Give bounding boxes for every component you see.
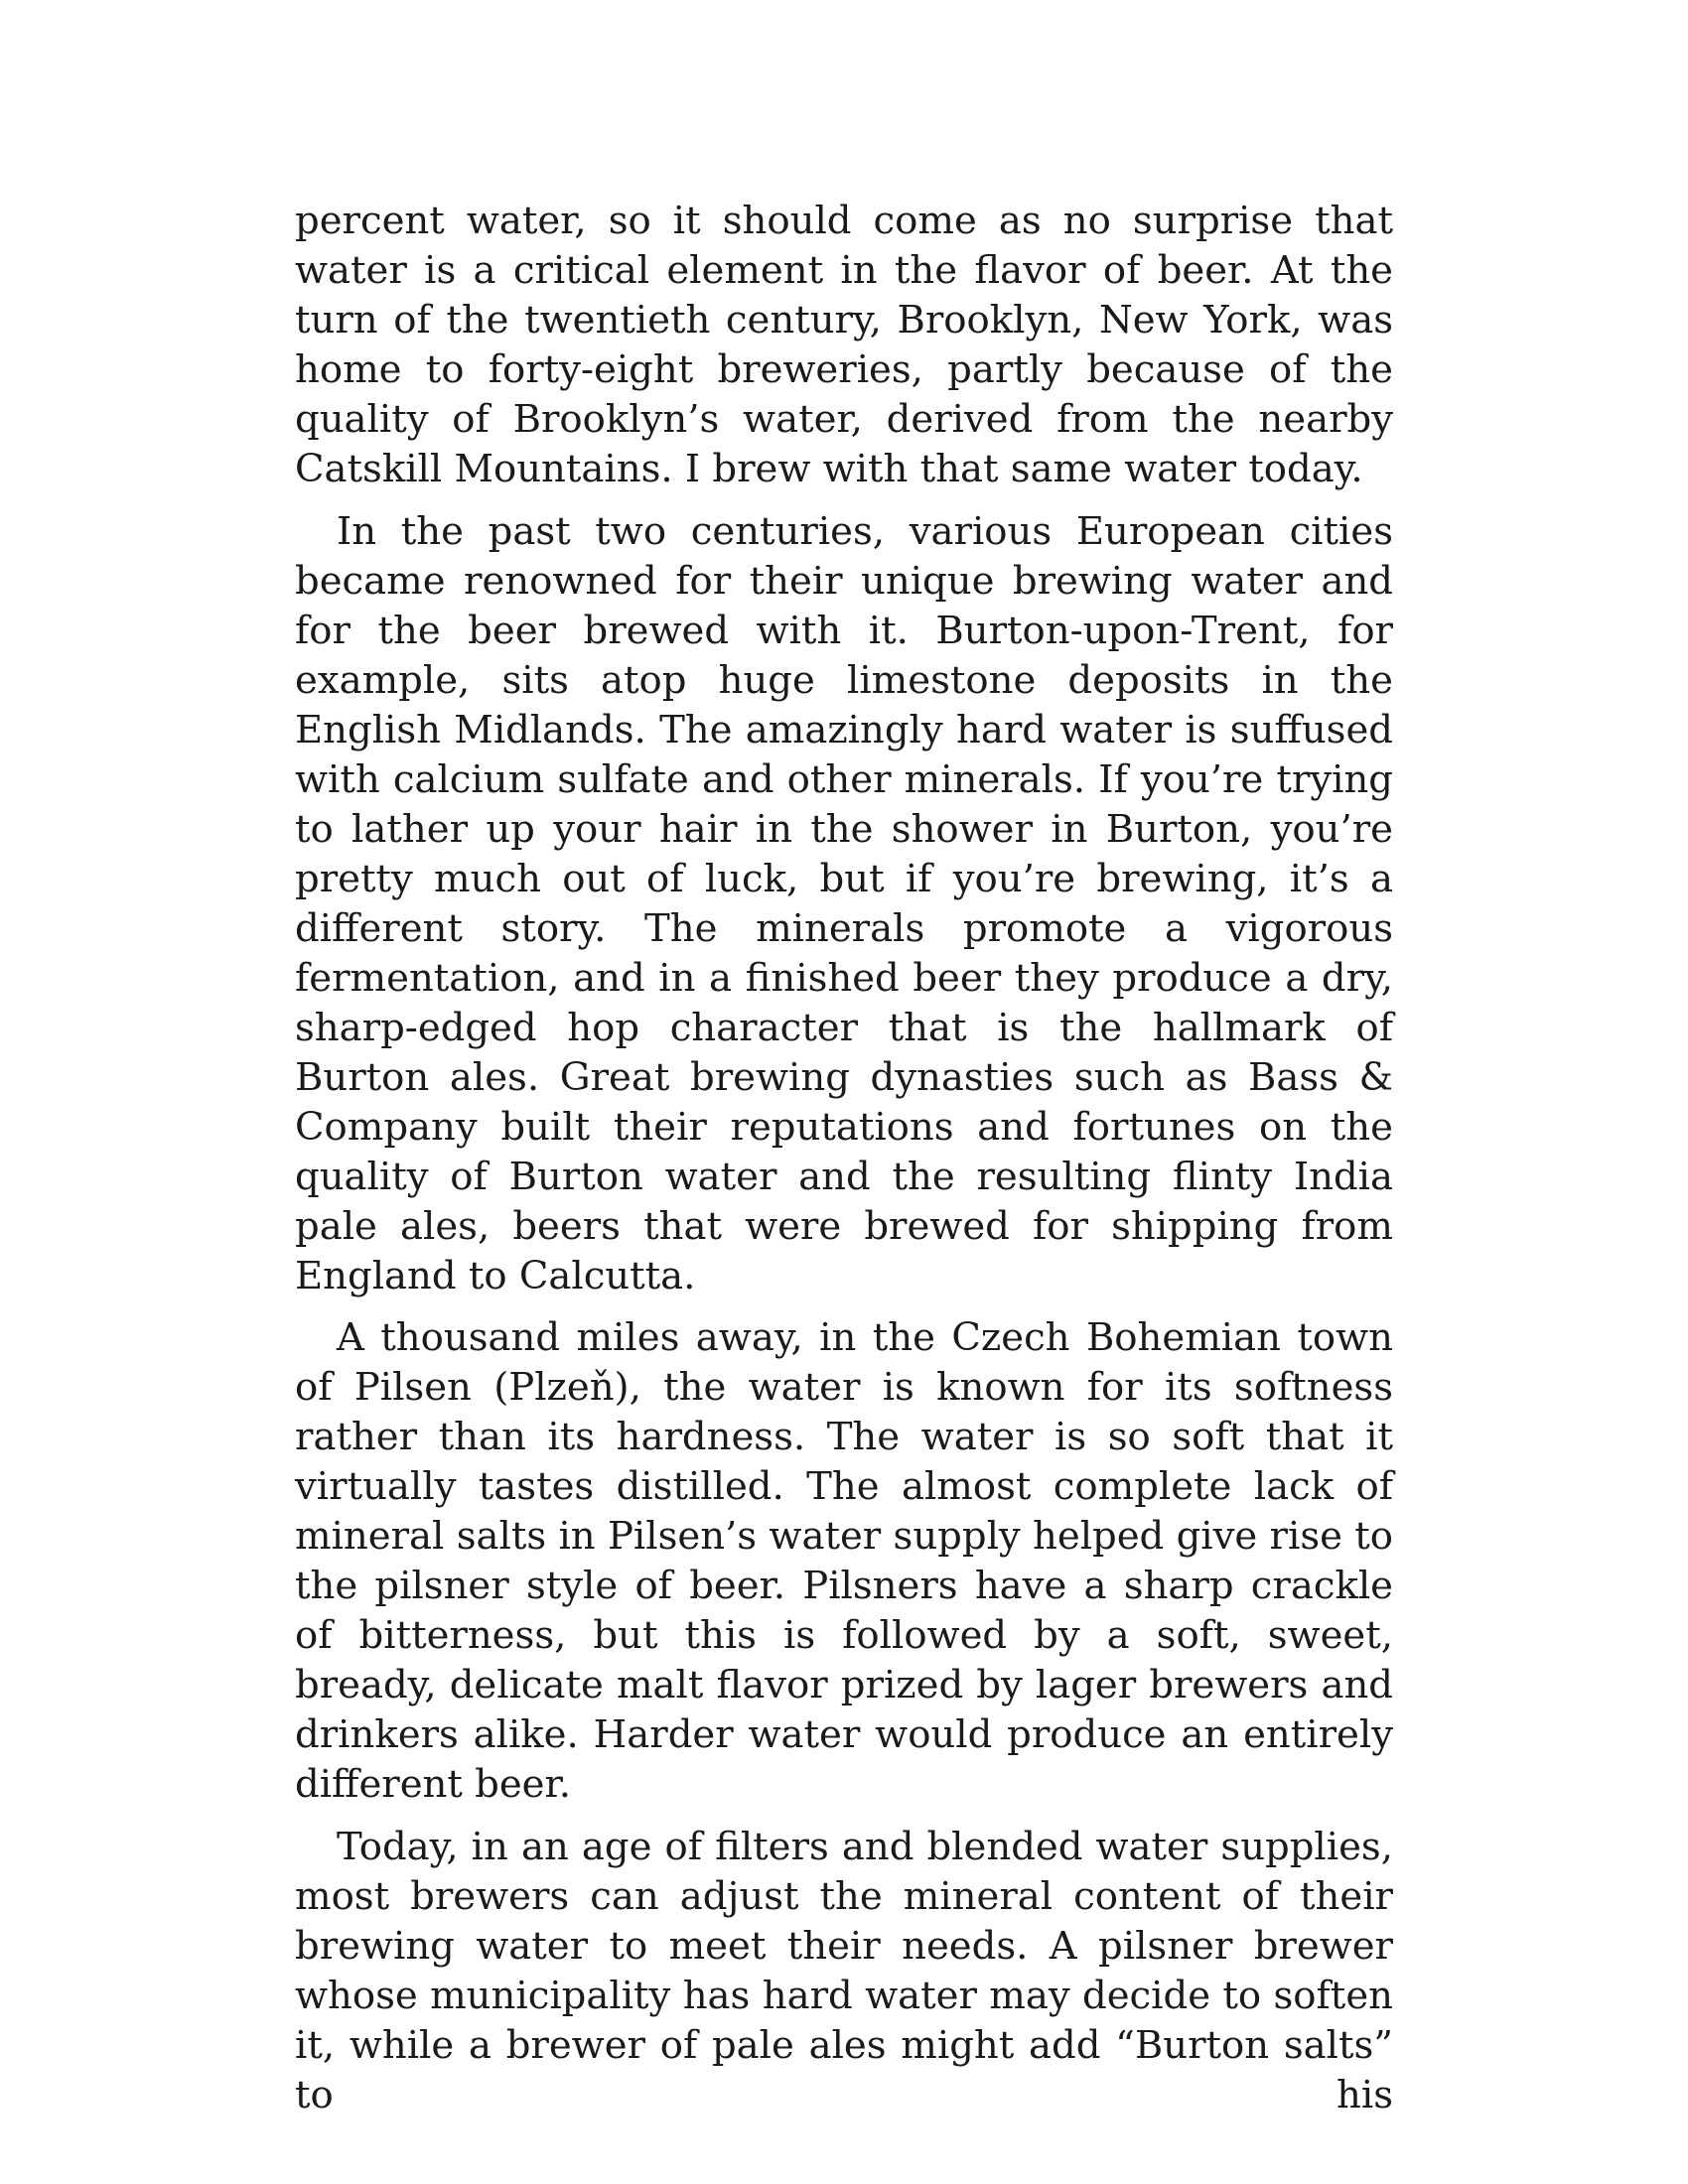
paragraph-4: Today, in an age of filters and blended water supplies, most brewers can adjust the mineral content of their brewing water to meet their needs. A pilsner brewer whose municipality has hard water may decide to soften it, while a brewer of pale ales might add “Burton salts” to his bbox=[295, 1824, 1393, 2117]
paragraph-2: In the past two centuries, various European cities became renowned for their unique brewing water and for the beer brewed with it. Burton-upon-Trent, for example, sits atop huge limestone deposits in the English Midlands. The amazingly hard water is suffused with calcium sulfate and other minerals. If you’re trying to lather up your hair in the shower in Burton, you’re pretty much out of luck, but if you’re brewing, it’s a different story. The minerals promote a vigorous fermentation, and in a finished beer they produce a dry, sharp-edged hop character that is the hallmark of Burton ales. Great brewing dynasties such as Bass & Company built their reputations and fortunes on the quality of Burton water and the resulting flinty India pale ales, beers that were brewed for shipping from England to Calcutta. bbox=[295, 508, 1393, 1298]
book-page-body bbox=[295, 197, 1393, 2132]
paragraph-3: A thousand miles away, in the Czech Bohemian town of Pilsen (Plzeň), the water is known for its softness rather than its hardness. The water is so soft that it virtually tastes distilled. The almost complete lack of mineral salts in Pilsen’s water supply helped give rise to the pilsner style of beer. Pilsners have a sharp crackle of bitterness, but this is followed by a soft, sweet, bready, delicate malt flavor prized by lager brewers and drinkers alike. Harder water would produce an entirely different beer. bbox=[295, 1315, 1393, 1807]
paragraph-1: percent water, so it should come as no surprise that water is a critical element in the flavor of beer. At the turn of the twentieth century, Brooklyn, New York, was home to forty-eight breweries, partly because of the quality of Brooklyn’s water, derived from the nearby Catskill Mountains. I brew with that same water today. bbox=[295, 199, 1393, 491]
